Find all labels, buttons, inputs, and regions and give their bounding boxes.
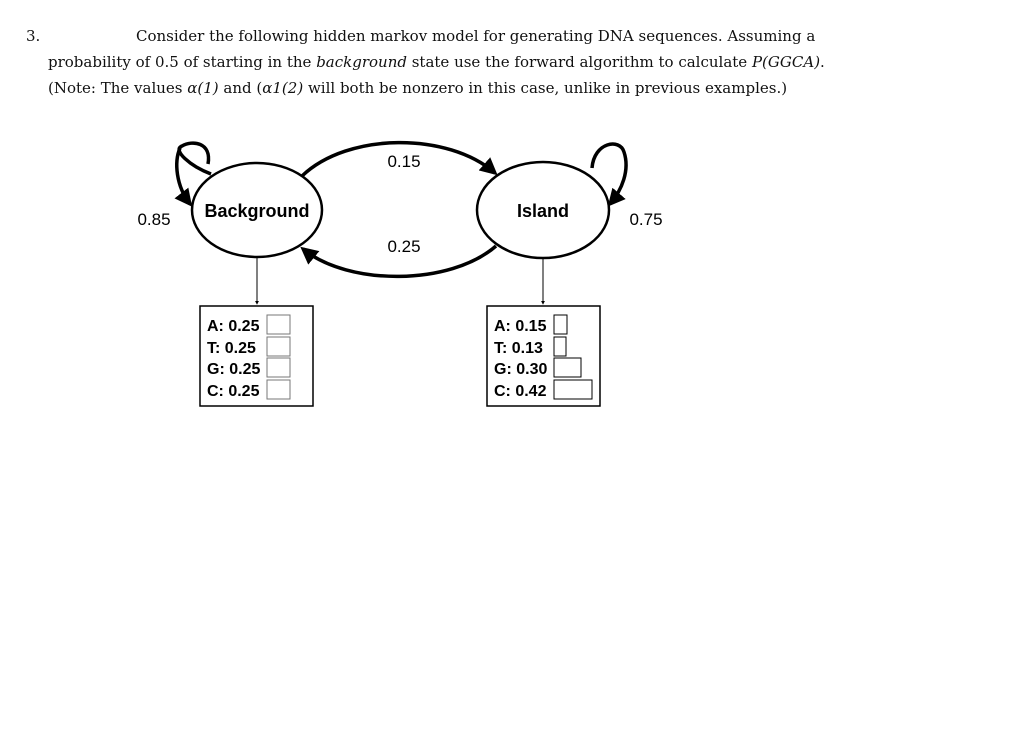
island-self-prob: 0.75 <box>629 210 663 229</box>
island-bar-g <box>554 358 581 377</box>
background-emission-a: A: 0.25 <box>207 318 260 335</box>
island-bar-c <box>554 380 592 399</box>
line3-pre: (Note: The values <box>48 79 188 97</box>
alpha-1-expression: α(1) <box>187 79 219 97</box>
island-emission-a: A: 0.15 <box>494 318 547 335</box>
background-emission-g: G: 0.25 <box>207 361 261 378</box>
probability-expression: P(GGCA) <box>751 53 821 71</box>
island-emission-g: G: 0.30 <box>494 361 548 378</box>
line2-pre: probability of 0.5 of starting in the <box>48 53 317 71</box>
background-emphasis: background <box>316 53 407 71</box>
line3-end: will both be nonzero in this case, unlike in previous examples.) <box>303 79 788 97</box>
island-bar-a <box>554 315 567 334</box>
background-to-island-prob: 0.15 <box>387 152 421 171</box>
island-to-background-prob: 0.25 <box>387 237 421 256</box>
background-self-prob: 0.85 <box>137 210 171 229</box>
background-emission-t: T: 0.25 <box>207 340 256 357</box>
island-emission-t: T: 0.13 <box>494 340 543 357</box>
background-self-loop-arrow <box>179 143 211 174</box>
problem-number: 3. <box>26 27 41 45</box>
background-state-label: Background <box>204 201 310 221</box>
line2-end: . <box>820 53 825 71</box>
island-bar-t <box>554 337 566 356</box>
background-bar-a <box>267 315 290 334</box>
background-bar-c <box>267 380 290 399</box>
line2-mid: state use the forward algorithm to calculate <box>406 53 752 71</box>
background-bar-g <box>267 358 290 377</box>
background-bar-t <box>267 337 290 356</box>
problem-line-1: Consider the following hidden markov model for generating DNA sequences. Assuming a <box>136 27 816 45</box>
island-state-label: Island <box>516 201 570 221</box>
island-emission-c: C: 0.42 <box>494 383 547 400</box>
alpha-1-2-expression: α1(2) <box>262 79 304 97</box>
background-emission-c: C: 0.25 <box>207 383 260 400</box>
line3-and: and ( <box>218 79 263 97</box>
